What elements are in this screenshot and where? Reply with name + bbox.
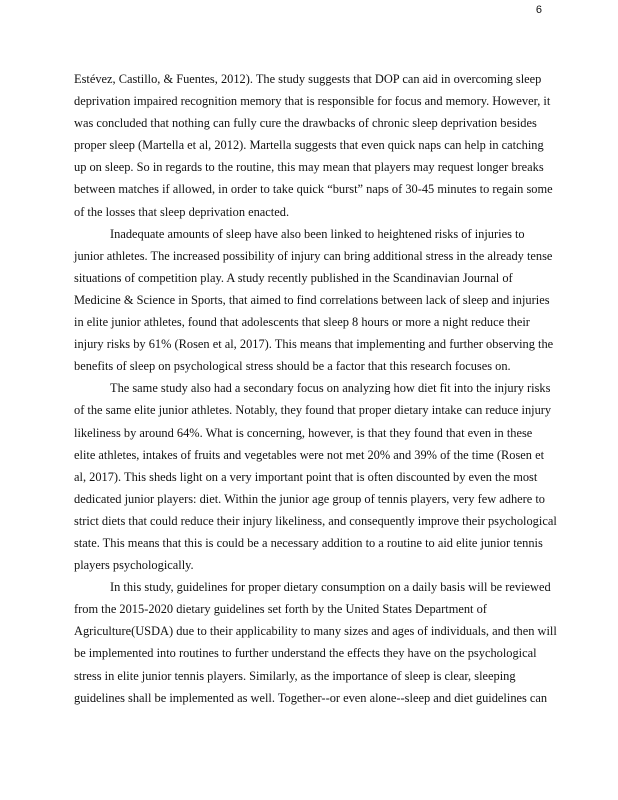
text-line: from the 2015-2020 dietary guidelines set forth by the United States Department of [74,602,487,617]
text-line: benefits of sleep on psychological stress should be a factor that this research focuses on. [74,359,511,374]
text-line: Agriculture(USDA) due to their applicability to many sizes and ages of individuals, and then will [74,624,557,639]
text-line: was concluded that nothing can fully cure the drawbacks of chronic sleep deprivation besides [74,116,537,131]
text-line: strict diets that could reduce their injury likeliness, and consequently improve their psychological [74,513,557,528]
text-line: injury risks by 61% (Rosen et al, 2017). This means that implementing and further observing the [74,337,554,352]
text-line: of the losses that sleep deprivation enacted. [74,204,290,219]
text-line: proper sleep (Martella et al, 2012). Martella suggests that even quick naps can help in catching [74,138,544,153]
text-line: Estévez, Castillo, & Fuentes, 2012). The study suggests that DOP can aid in overcoming sleep [74,72,542,86]
text-line: between matches if allowed, in order to take quick “burst” naps of 30-45 minutes to regain some [74,182,553,197]
paragraph-guidelines [74,576,557,709]
text-line: be implemented into routines to further understand the effects they have on the psychological [74,646,537,661]
paragraph-injury-risk [74,223,554,378]
text-line: in elite junior athletes, found that adolescents that sleep 8 hours or more a night reduce their [74,315,530,330]
text-line: situations of competition play. A study recently published in the Scandinavian Journal of [74,270,513,285]
text-line: players psychologically. [74,558,194,573]
text-line: The same study also had a secondary focus on analyzing how diet fit into the injury risks [110,381,551,396]
paragraph-sleep-deprivation [74,68,553,223]
text-line: state. This means that this is could be a necessary addition to a routine to aid elite junior tennis [74,535,543,550]
text-line: guidelines shall be implemented as well. Together--or even alone--sleep and diet guidelines can [74,690,548,705]
text-line: In this study, guidelines for proper dietary consumption on a daily basis will be reviewed [110,580,551,595]
text-line: of the same elite junior athletes. Notably, they found that proper dietary intake can reduce injury [74,403,552,418]
text-line: Medicine & Science in Sports, that aimed to find correlations between lack of sleep and injuries [74,292,550,307]
paragraph-diet [74,377,557,576]
text-line: up on sleep. So in regards to the routine, this may mean that players may request longer breaks [74,160,544,175]
text-line: junior athletes. The increased possibility of injury can bring additional stress in the already tense [74,248,553,263]
text-line: al, 2017). This sheds light on a very important point that is often discounted by even the most [74,469,538,484]
document-body [74,68,557,709]
page-number: 6 [535,4,542,16]
text-line: dedicated junior players: diet. Within the junior age group of tennis players, very few adhere to [74,491,546,506]
text-line: Inadequate amounts of sleep have also been linked to heightened risks of injuries to [110,226,525,241]
text-line: stress in elite junior tennis players. Similarly, as the importance of sleep is clear, sleeping [74,668,516,683]
text-line: elite athletes, intakes of fruits and vegetables were not met 20% and 39% of the time (Rosen et [74,447,545,462]
text-line: likeliness by around 64%. What is concerning, however, is that they found that even in these [74,425,533,440]
text-line: deprivation impaired recognition memory that is responsible for focus and memory. However, it [74,94,551,109]
